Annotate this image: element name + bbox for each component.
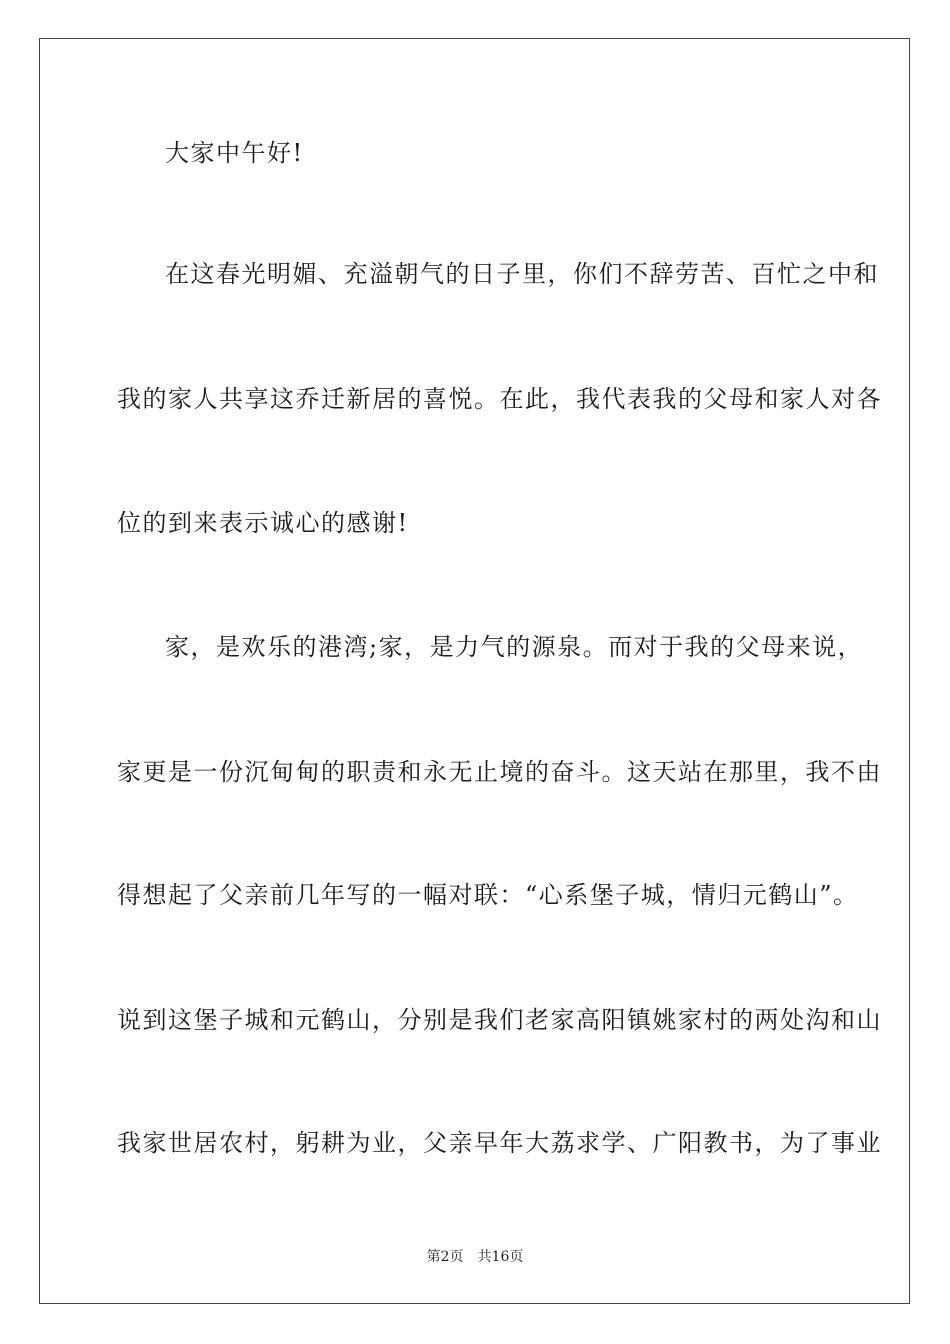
paragraph-2-line-2: 家更是一份沉甸甸的职责和永无止境的奋斗。这天站在那里，我不由 <box>117 758 882 786</box>
greeting-line: 大家中午好! <box>165 139 304 167</box>
paragraph-4-line-1: 我家世居农村，躬耕为业，父亲早年大荔求学、广阳教书，为了事业 <box>117 1129 882 1157</box>
paragraph-2-line-3: 得想起了父亲前几年写的一幅对联：“心系堡子城，情归元鹤山”。 <box>117 881 859 909</box>
paragraph-2-line-1: 家，是欢乐的港湾;家，是力气的源泉。而对于我的父母来说， <box>165 633 864 661</box>
page-frame <box>39 38 910 1304</box>
page-footer <box>0 1248 950 1266</box>
page-number: 第2页 <box>426 1249 464 1265</box>
paragraph-1-line-1: 在这春光明媚、充溢朝气的日子里，你们不辞劳苦、百忙之中和 <box>165 260 879 288</box>
paragraph-1-line-2: 我的家人共享这乔迁新居的喜悦。在此，我代表我的父母和家人对各 <box>117 385 882 413</box>
page-total: 共16页 <box>477 1249 524 1265</box>
paragraph-1-line-3: 位的到来表示诚心的感谢! <box>117 509 409 537</box>
paragraph-3-line-1: 说到这堡子城和元鹤山，分别是我们老家高阳镇姚家村的两处沟和山 <box>117 1006 882 1034</box>
